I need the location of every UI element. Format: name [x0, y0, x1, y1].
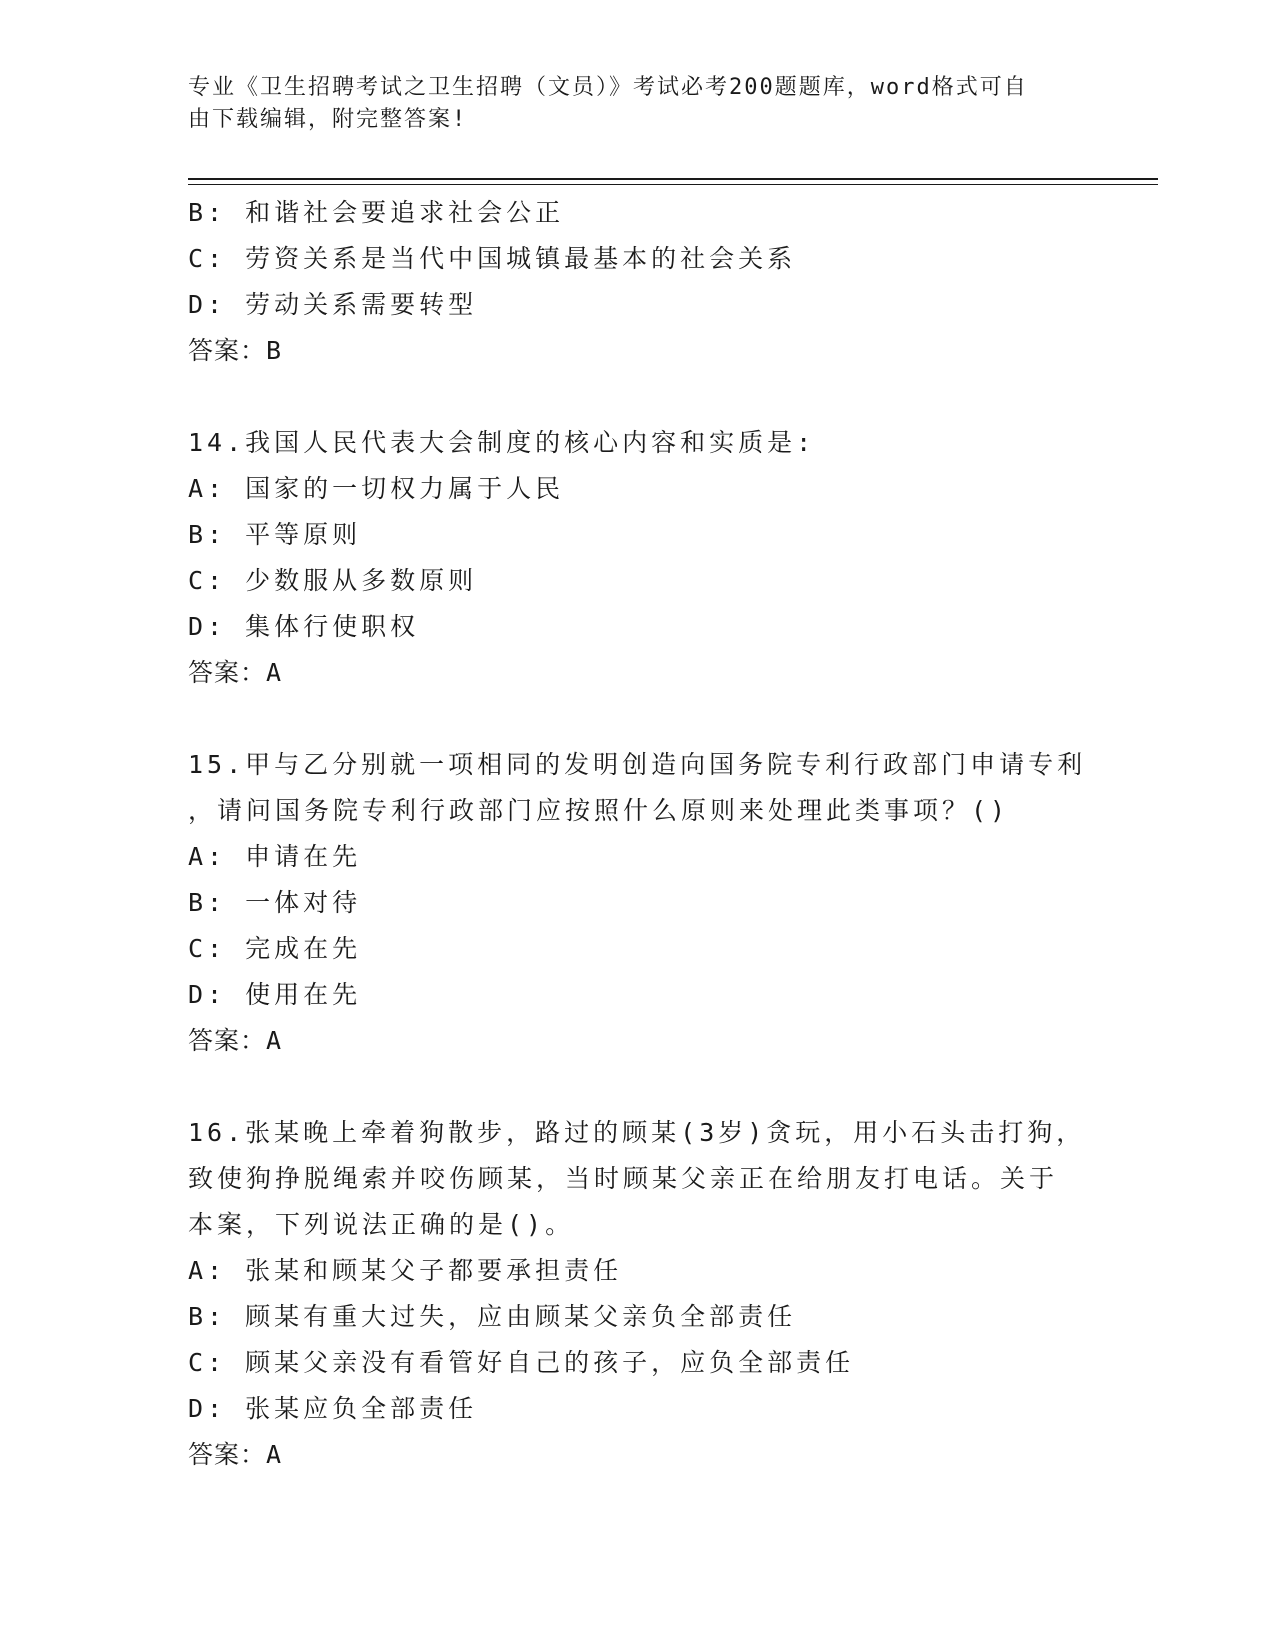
- option-c: C: 完成在先: [188, 934, 362, 963]
- header-divider-thick: [188, 178, 1158, 180]
- question-14: [188, 420, 1088, 696]
- option-d: D: 集体行使职权: [188, 612, 420, 641]
- question-13-continued: [188, 190, 1088, 374]
- option-a: A: 国家的一切权力属于人民: [188, 474, 565, 503]
- question-15: [188, 742, 1088, 1064]
- question-16: [188, 1110, 1088, 1478]
- header-line-2: 由下载编辑，附完整答案!: [188, 107, 468, 132]
- question-text-line-1: 16.张某晚上牵着狗散步，路过的顾某(3岁)贪玩，用小石头击打狗，: [188, 1118, 1086, 1147]
- header-line-1: 专业《卫生招聘考试之卫生招聘（文员）》考试必考200题题库，word格式可自: [188, 75, 1028, 100]
- option-b: B: 和谐社会要追求社会公正: [188, 198, 565, 227]
- option-b: B: 平等原则: [188, 520, 362, 549]
- option-a: A: 张某和顾某父子都要承担责任: [188, 1256, 623, 1285]
- answer: 答案：B: [188, 336, 283, 365]
- option-c: C: 少数服从多数原则: [188, 566, 478, 595]
- option-c: C: 劳资关系是当代中国城镇最基本的社会关系: [188, 244, 797, 273]
- answer: 答案：A: [188, 1440, 283, 1469]
- option-d: D: 使用在先: [188, 980, 362, 1009]
- question-text-line-2: ，请问国务院专利行政部门应按照什么原则来处理此类事项？(): [188, 796, 1010, 825]
- question-text-line-2: 致使狗挣脱绳索并咬伤顾某，当时顾某父亲正在给朋友打电话。关于: [188, 1164, 1059, 1193]
- option-d: D: 张某应负全部责任: [188, 1394, 478, 1423]
- question-text-line-3: 本案，下列说法正确的是()。: [188, 1210, 575, 1239]
- question-list: [188, 190, 1088, 1478]
- option-b: B: 一体对待: [188, 888, 362, 917]
- question-text-line-1: 15.甲与乙分别就一项相同的发明创造向国务院专利行政部门申请专利: [188, 750, 1087, 779]
- option-c: C: 顾某父亲没有看管好自己的孩子，应负全部责任: [188, 1348, 855, 1377]
- answer: 答案：A: [188, 658, 283, 687]
- answer: 答案：A: [188, 1026, 283, 1055]
- question-text: 14.我国人民代表大会制度的核心内容和实质是:: [188, 428, 816, 457]
- option-b: B: 顾某有重大过失，应由顾某父亲负全部责任: [188, 1302, 797, 1331]
- spacer: [188, 696, 1088, 742]
- spacer: [188, 1064, 1088, 1110]
- spacer: [188, 374, 1088, 420]
- option-d: D: 劳动关系需要转型: [188, 290, 478, 319]
- option-a: A: 申请在先: [188, 842, 362, 871]
- document-header: [188, 72, 1088, 136]
- header-divider-thin: [188, 184, 1158, 185]
